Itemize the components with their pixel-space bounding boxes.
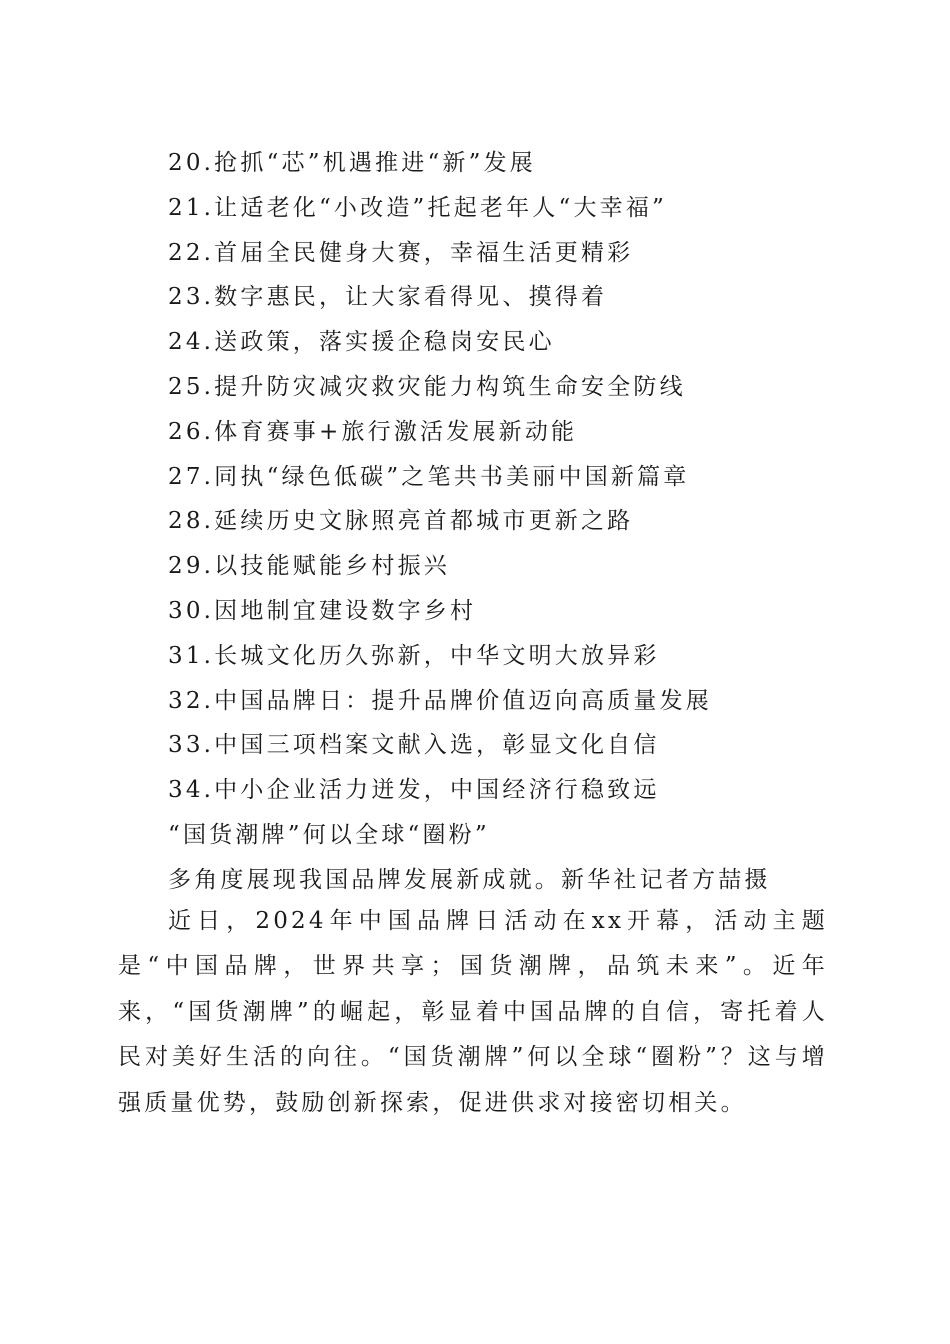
headline-item: 23.数字惠民，让大家看得见、摸得着 bbox=[168, 284, 608, 311]
headline-item: 30.因地制宜建设数字乡村 bbox=[168, 597, 477, 624]
headline-item: 31.长城文化历久弥新，中华文明大放异彩 bbox=[168, 642, 660, 669]
headline-item: 26.体育赛事+旅行激活发展新动能 bbox=[168, 418, 578, 445]
headline-item: 22.首届全民健身大赛，幸福生活更精彩 bbox=[168, 239, 634, 266]
headline-item: 20.抢抓“芯”机遇推进“新”发展 bbox=[168, 150, 537, 176]
article-title: “国货潮牌”何以全球“圈粉” bbox=[168, 822, 490, 848]
headline-item: 24.送政策，落实援企稳岗安民心 bbox=[168, 329, 555, 356]
headline-item: 29.以技能赋能乡村振兴 bbox=[168, 553, 450, 580]
article-body: 近日，2024年中国品牌日活动在xx开幕，活动主题是“中国品牌，世界共享；国货潮牌，品筑未来”。近年来，“国货潮牌”的崛起，彰显着中国品牌的自信，寄托着人民对美好生活的向往。“国货潮牌”何以全球“圈粉”？这与增强质量优势，鼓励创新探索，促进供求对接密切相关。 bbox=[118, 908, 828, 1116]
headline-item: 28.延续历史文脉照亮首都城市更新之路 bbox=[168, 508, 634, 535]
headline-list bbox=[168, 141, 848, 813]
headline-item: 27.同执“绿色低碳”之笔共书美丽中国新篇章 bbox=[168, 463, 690, 490]
headline-item: 25.提升防灾减灾救灾能力构筑生命安全防线 bbox=[168, 373, 686, 400]
headline-item: 33.中国三项档案文献入选，彰显文化自信 bbox=[168, 732, 660, 759]
headline-item: 21.让适老化“小改造”托起老年人“大幸福” bbox=[168, 194, 668, 221]
headline-item: 34.中小企业活力迸发，中国经济行稳致远 bbox=[168, 777, 660, 804]
headline-item: 32.中国品牌日：提升品牌价值迈向高质量发展 bbox=[168, 687, 712, 714]
photo-caption: 多角度展现我国品牌发展新成就。新华社记者方喆摄 bbox=[168, 867, 771, 893]
